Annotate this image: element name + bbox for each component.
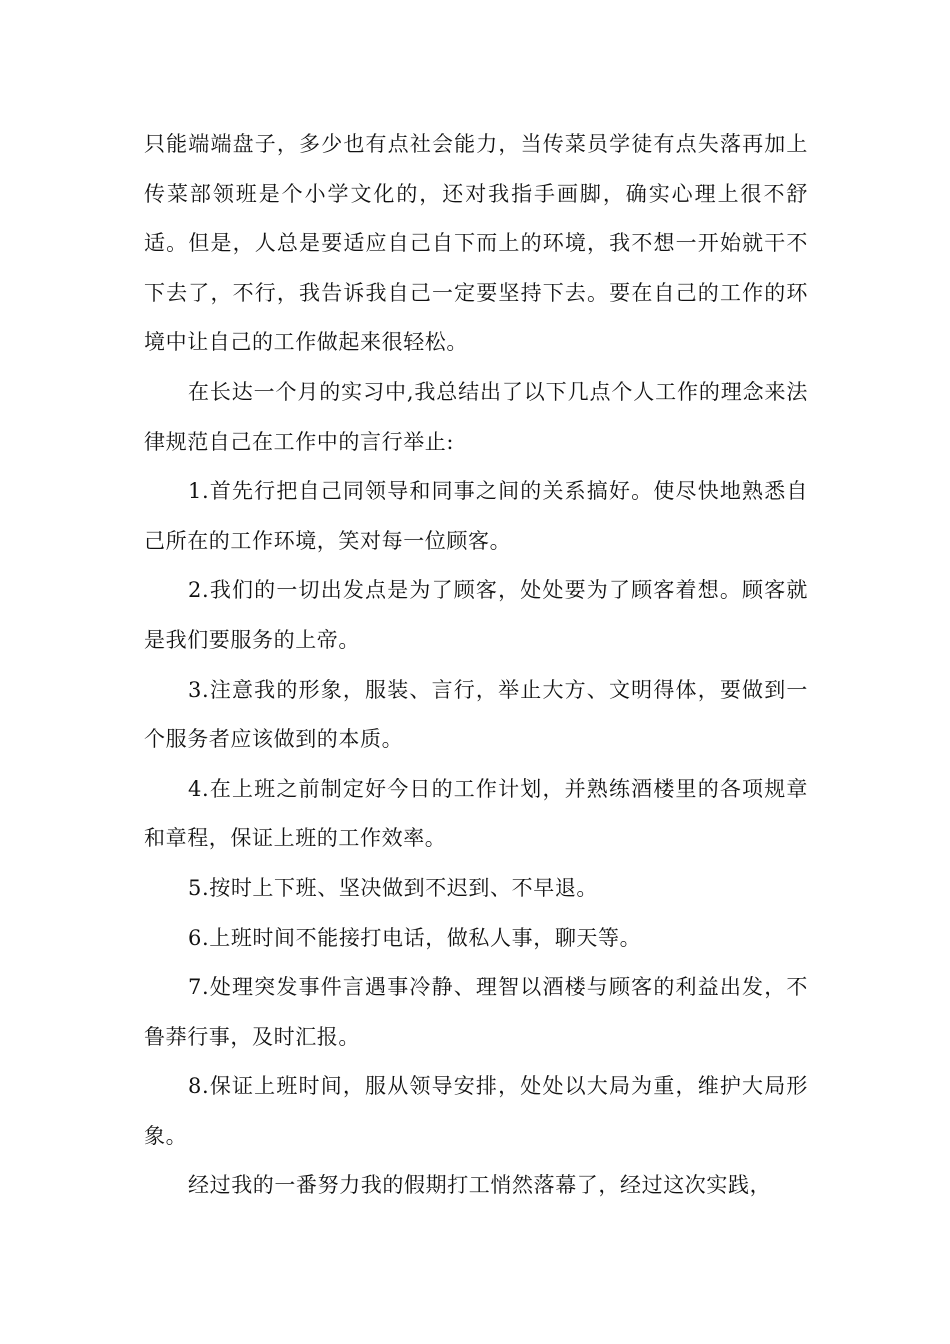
paragraph-continued: 只能端端盘子，多少也有点社会能力，当传菜员学徒有点失落再加上传菜部领班是个小学文化的，还对我指手画脚，确实心理上很不舒适。但是，人总是要适应自己自下而上的环境，我不想一开始就干不下去了，不行，我告诉我自己一定要坚持下去。要在自己的工作的环境中让自己的工作做起来很轻松。 [144, 132, 808, 355]
list-item-8: 8.保证上班时间，服从领导安排，处处以大局为重，维护大局形象。 [144, 1074, 808, 1148]
list-item-3: 3.注意我的形象，服装、言行，举止大方、文明得体，要做到一个服务者应该做到的本质。 [144, 677, 808, 752]
list-item-6: 6.上班时间不能接打电话，做私人事，聊天等。 [188, 925, 642, 950]
list-item-5: 5.按时上下班、坚决做到不迟到、不早退。 [188, 875, 599, 900]
list-item-7: 7.处理突发事件言遇事冷静、理智以酒楼与顾客的利益出发，不鲁莽行事，及时汇报。 [144, 975, 808, 1049]
list-item-2: 2.我们的一切出发点是为了顾客，处处要为了顾客着想。顾客就是我们要服务的上帝。 [144, 578, 808, 652]
list-item-1: 1.首先行把自己同领导和同事之间的关系搞好。使尽快地熟悉自己所在的工作环境，笑对每一位顾客。 [144, 479, 808, 553]
paragraph-intro: 在长达一个月的实习中,我总结出了以下几点个人工作的理念来法律规范自己在工作中的言行举止: [144, 379, 808, 454]
paragraph-conclusion: 经过我的一番努力我的假期打工悄然落幕了，经过这次实践， [188, 1173, 772, 1198]
document-body [144, 120, 808, 1211]
list-item-4: 4.在上班之前制定好今日的工作计划，并熟练酒楼里的各项规章和章程，保证上班的工作效率。 [144, 776, 808, 851]
